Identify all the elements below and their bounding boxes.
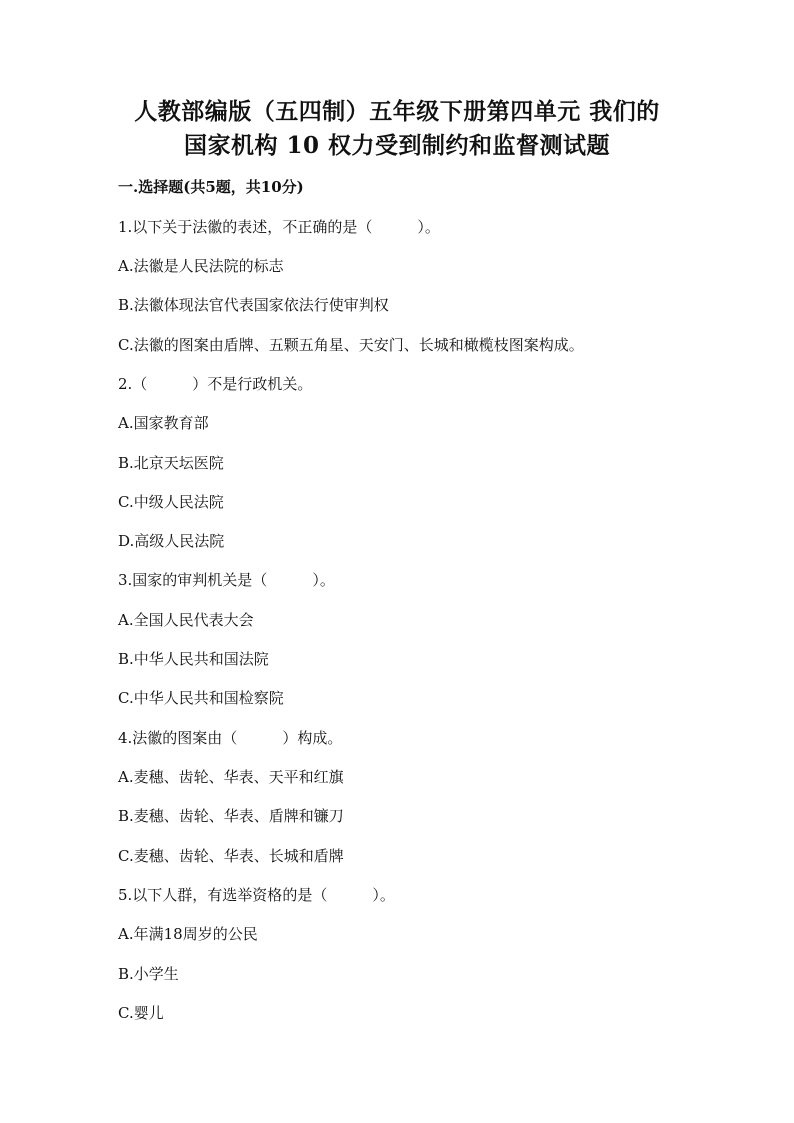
question-1-option-c: C.法徽的图案由盾牌、五颗五角星、天安门、长城和橄榄枝图案构成。 — [118, 336, 584, 354]
question-4-option-c: C.麦穗、齿轮、华表、长城和盾牌 — [118, 847, 344, 865]
question-1-stem: 1.以下关于法徽的表述，不正确的是（ ）。 — [118, 218, 440, 236]
question-5-option-c: C.婴儿 — [118, 1004, 164, 1022]
question-1-option-a: A.法徽是人民法院的标志 — [118, 257, 284, 275]
question-2-option-c: C.中级人民法院 — [118, 493, 224, 511]
question-4-option-b: B.麦穗、齿轮、华表、盾牌和镰刀 — [118, 807, 344, 825]
question-2-option-d: D.高级人民法院 — [118, 532, 225, 550]
question-5-option-a: A.年满18周岁的公民 — [118, 925, 258, 943]
question-3-option-c: C.中华人民共和国检察院 — [118, 689, 284, 707]
question-1-option-b: B.法徽体现法官代表国家依法行使审判权 — [118, 296, 389, 314]
document-title-line-2: 国家机构 10 权力受到制约和监督测试题 — [183, 132, 611, 159]
question-3-stem: 3.国家的审判机关是（ ）。 — [118, 571, 335, 589]
question-2-option-a: A.国家教育部 — [118, 414, 209, 432]
section-heading: 一.选择题(共5题，共10分) — [118, 178, 304, 196]
question-2-stem: 2.（ ）不是行政机关。 — [118, 375, 313, 393]
question-4-stem: 4.法徽的图案由（ ）构成。 — [118, 729, 343, 747]
question-5-stem: 5.以下人群，有选举资格的是（ ）。 — [118, 886, 395, 904]
question-5-option-b: B.小学生 — [118, 965, 179, 983]
question-3-option-b: B.中华人民共和国法院 — [118, 650, 269, 668]
question-2-option-b: B.北京天坛医院 — [118, 454, 224, 472]
question-3-option-a: A.全国人民代表大会 — [118, 611, 254, 629]
document-title-line-1: 人教部编版（五四制）五年级下册第四单元 我们的 — [134, 98, 660, 125]
question-4-option-a: A.麦穗、齿轮、华表、天平和红旗 — [118, 768, 344, 786]
